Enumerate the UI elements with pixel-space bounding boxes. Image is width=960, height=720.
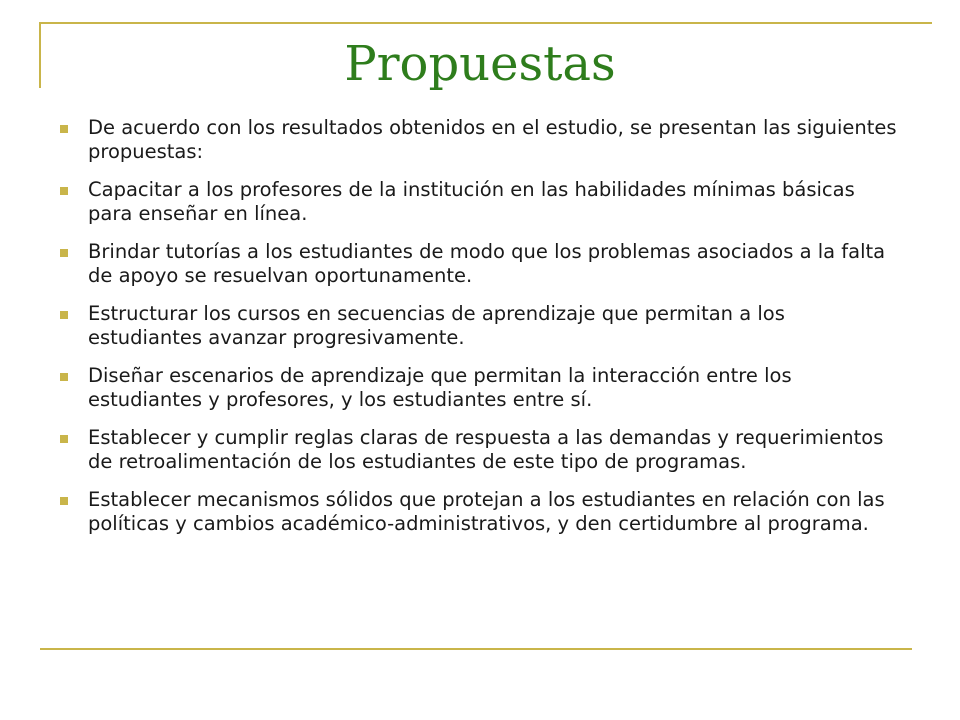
square-bullet-icon	[60, 249, 68, 257]
square-bullet-icon	[60, 125, 68, 133]
bullet-item	[60, 426, 900, 474]
bullet-text: Capacitar a los profesores de la institución en las habilidades mínimas básicas para enseñar en línea.	[88, 178, 855, 225]
bullet-text: Estructurar los cursos en secuencias de aprendizaje que permitan a los estudiantes avanzar progresivamente.	[88, 302, 785, 349]
bullet-item	[60, 116, 900, 164]
bullet-item	[60, 364, 900, 412]
bullet-text: Establecer y cumplir reglas claras de respuesta a las demandas y requerimientos de retroalimentación de los estudiantes de este tipo de programas.	[88, 426, 884, 473]
bullet-text: Establecer mecanismos sólidos que protejan a los estudiantes en relación con las políticas y cambios académico-administrativos, y den certidumbre al programa.	[88, 488, 885, 535]
square-bullet-icon	[60, 435, 68, 443]
bullet-text: Brindar tutorías a los estudiantes de modo que los problemas asociados a la falta de apoyo se resuelvan oportunamente.	[88, 240, 886, 287]
bullet-list	[60, 116, 900, 550]
frame-top-line	[40, 22, 932, 24]
square-bullet-icon	[60, 311, 68, 319]
frame-bottom-line	[40, 648, 912, 650]
bullet-text: De acuerdo con los resultados obtenidos en el estudio, se presentan las siguientes propuestas:	[88, 116, 897, 163]
bullet-item	[60, 240, 900, 288]
bullet-text: Diseñar escenarios de aprendizaje que permitan la interacción entre los estudiantes y profesores, y los estudiantes entre sí.	[88, 364, 792, 411]
bullet-item	[60, 488, 900, 536]
bullet-item	[60, 302, 900, 350]
square-bullet-icon	[60, 497, 68, 505]
slide-title: Propuestas	[344, 36, 616, 92]
square-bullet-icon	[60, 373, 68, 381]
bullet-item	[60, 178, 900, 226]
square-bullet-icon	[60, 187, 68, 195]
